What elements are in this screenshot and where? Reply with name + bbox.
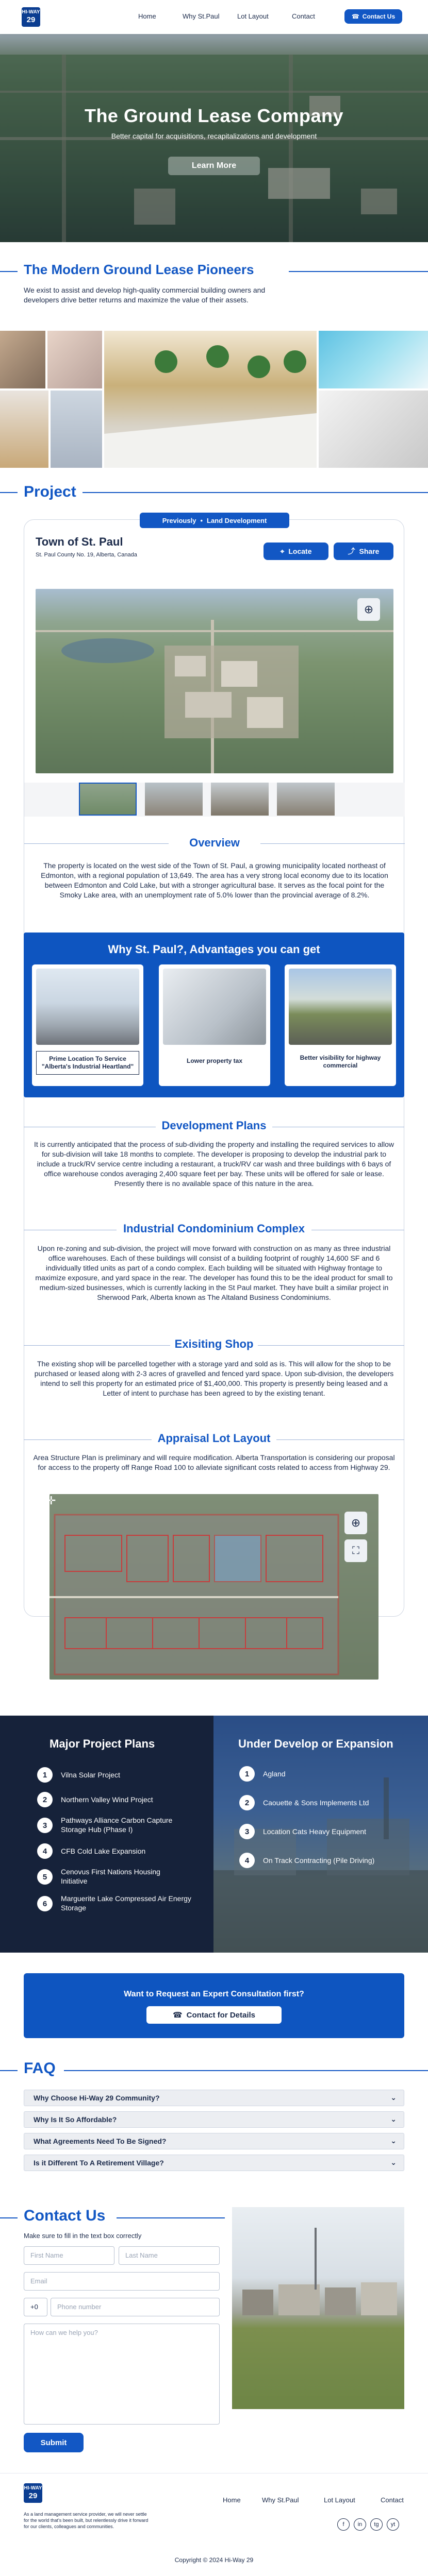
footer-logo-line1: HI-WAY xyxy=(24,2485,42,2491)
zoom-in-icon[interactable]: ⊕ xyxy=(357,598,380,621)
major-num-5: 5 xyxy=(37,1869,53,1885)
footer-nav-why[interactable]: Why St.Paul xyxy=(262,2496,299,2504)
instagram-icon[interactable]: in xyxy=(354,2518,366,2531)
fullscreen-icon[interactable]: ⛶ xyxy=(344,1539,367,1562)
shop-title: Exisiting Shop xyxy=(174,1337,254,1350)
footer-nav-contact[interactable]: Contact xyxy=(381,2496,404,2504)
nav-lot-layout[interactable]: Lot Layout xyxy=(237,12,269,20)
chevron-down-icon: ⌄ xyxy=(390,2093,397,2102)
share-label: Share xyxy=(359,547,380,555)
gallery-image-pool xyxy=(319,331,428,388)
faq-question-2: Why Is It So Affordable? xyxy=(34,2115,117,2124)
chevron-down-icon: ⌄ xyxy=(390,2115,397,2123)
cta-text: Want to Request an Expert Consultation first? xyxy=(124,1990,304,1998)
footer-about: As a land management service provider, we will never settle for the world that's been built, but relentlessly drive it forward for our clients, colleagues and communities. xyxy=(24,2512,149,2529)
major-num-6: 6 xyxy=(37,1896,53,1911)
copyright: Copyright © 2024 Hi-Way 29 xyxy=(174,2556,254,2564)
overview-rule-right xyxy=(260,843,405,844)
nav-contact[interactable]: Contact xyxy=(292,12,315,20)
intro-rule-left xyxy=(0,271,18,272)
major-item-6: Marguerite Lake Compressed Air Energy Storage xyxy=(61,1894,191,1912)
develop-title: Under Develop or Expansion xyxy=(238,1737,393,1750)
faq-question-1: Why Choose Hi-Way 29 Community? xyxy=(34,2094,160,2102)
share-icon: ⤴ xyxy=(348,547,355,555)
locate-button[interactable] xyxy=(264,543,328,560)
layout-zoom-in-icon[interactable]: ⊕ xyxy=(344,1512,367,1534)
phone-icon: ☎ xyxy=(172,2011,183,2020)
gallery-image-architecture xyxy=(319,391,428,468)
project-rule-right xyxy=(83,492,428,493)
faq-item-3[interactable] xyxy=(24,2133,404,2149)
nav-home[interactable]: Home xyxy=(138,12,156,20)
why-card-caption-2: Lower property tax xyxy=(186,1057,243,1064)
gallery-image-face xyxy=(47,331,102,388)
dev-num-1: 1 xyxy=(239,1766,255,1782)
major-num-1: 1 xyxy=(37,1767,53,1783)
footer-logo[interactable] xyxy=(24,2483,42,2503)
telegram-icon[interactable]: tg xyxy=(370,2518,383,2531)
contact-title: Contact Us xyxy=(24,2207,106,2224)
consultation-cta xyxy=(24,1973,404,2038)
overview-text: The property is located on the west side of the Town of St. Paul, a growing municipality located northeast of Edmonton, with a regional population of 13,649. The area has a very strong local economy due to its location between Edmonton and Cold Lake, but with a stronger agricultural base. It serves as the focal point for the Smoky Lake area, with an unemployment rate of 5.0% lower than the provincial average of 8.2%. xyxy=(41,861,388,899)
dev-item-2: Caouette & Sons Implements Ltd xyxy=(263,1799,369,1807)
contact-rule-left xyxy=(0,2217,18,2218)
major-item-5: Cenovus First Nations Housing Initiative xyxy=(61,1868,160,1885)
why-title: Why St. Paul?, Advantages you can get xyxy=(108,943,320,956)
project-rule-left xyxy=(0,492,18,493)
major-num-3: 3 xyxy=(37,1818,53,1833)
project-title: Project xyxy=(24,483,76,500)
project-name: Town of St. Paul xyxy=(36,535,123,548)
intro-title: The Modern Ground Lease Pioneers xyxy=(24,262,254,277)
dev-item-3: Location Cats Heavy Equipment xyxy=(263,1827,366,1836)
gallery-image-sky xyxy=(51,391,102,468)
hero-title: The Ground Lease Company xyxy=(84,105,344,126)
contact-subtitle: Make sure to fill in the text box correctly xyxy=(24,2232,142,2240)
chevron-down-icon: ⌄ xyxy=(390,2158,397,2166)
contact-details-button[interactable] xyxy=(146,2006,282,2024)
why-card-location xyxy=(32,964,143,1086)
major-item-1: Vilna Solar Project xyxy=(61,1771,120,1779)
nav-why-st-paul[interactable]: Why St.Paul xyxy=(183,12,220,20)
develop-expansion-panel xyxy=(213,1716,428,1953)
dev-num-3: 3 xyxy=(239,1824,255,1839)
learn-more-button[interactable]: Learn More xyxy=(168,157,260,175)
shop-rule-right xyxy=(258,1345,404,1346)
faq-item-1[interactable] xyxy=(24,2090,404,2106)
why-st-paul-section xyxy=(24,933,404,1097)
site-header xyxy=(0,0,428,34)
warehouse-image xyxy=(36,969,139,1045)
project-location: St. Paul County No. 19, Alberta, Canada xyxy=(36,552,137,558)
plans-section xyxy=(0,1716,428,1953)
footer-logo-line2: 29 xyxy=(28,2492,38,2500)
faq-item-4[interactable] xyxy=(24,2155,404,2171)
lot-layout-plan xyxy=(50,1494,378,1680)
faq-question-3: What Agreements Need To Be Signed? xyxy=(34,2137,167,2145)
faq-rule-right xyxy=(64,2070,428,2071)
overview-title: Overview xyxy=(189,836,240,849)
submit-button[interactable]: Submit xyxy=(24,2433,84,2452)
header-contact-button[interactable] xyxy=(344,9,402,24)
contact-details-label: Contact for Details xyxy=(186,2010,256,2020)
major-num-4: 4 xyxy=(37,1843,53,1859)
thumbnail-2[interactable] xyxy=(145,783,203,816)
dev-text: It is currently anticipated that the process of sub-dividing the property and installing the required services to allow for sub-division will take 18 months to complete. The developer is proposing to develop the industrial park to include a truck/RV service centre including a restaurant, a truck/RV car wash and three buildings with 6 bays of office warehouse condos averaging 2,400 square feet per bay. These units will be offered for sale or lease. Presently there is no available space of this nature in the area. xyxy=(34,1140,394,1188)
contact-photo xyxy=(232,2207,404,2409)
youtube-icon[interactable]: yt xyxy=(387,2518,399,2531)
footer-nav-home[interactable]: Home xyxy=(223,2496,241,2504)
email-input[interactable]: Email xyxy=(24,2272,220,2291)
major-num-2: 2 xyxy=(37,1792,53,1807)
ind-text: Upon re-zoning and sub-division, the project will move forward with construction on as many as three industrial office warehouses. Each of these buildings will consist of a building footprint of roughly 14,600 SF and 6 individually titled units as part of a condo complex. Each building will be situated with Highway frontage to maximize exposure, and yard space in the rear. The developer has found this to be the ideal product for small to medium-sized businesses, which is currently lacking in the St Paul market. They have built a similar project in Sherwood Park, Alberta known as The Altaland Business Condominiums. xyxy=(35,1244,393,1301)
lot-layout-image xyxy=(46,1494,378,1680)
dev-title: Development Plans xyxy=(161,1119,267,1132)
country-code-select[interactable]: +0 xyxy=(24,2298,47,2316)
chip-separator: • xyxy=(200,516,203,524)
thumbnail-strip xyxy=(24,783,405,817)
phone-icon: ☎ xyxy=(351,13,359,20)
message-textarea[interactable]: How can we help you? xyxy=(24,2324,220,2425)
share-button[interactable] xyxy=(334,543,393,560)
first-name-input[interactable]: First Name xyxy=(24,2246,114,2265)
intro-rule-right xyxy=(289,271,428,272)
dev-num-4: 4 xyxy=(239,1853,255,1868)
gallery xyxy=(0,331,428,486)
gallery-image-statue xyxy=(0,391,48,468)
intro-text: We exist to assist and develop high-quality commercial building owners and developers drive better returns and maximize the value of their assets. xyxy=(24,286,266,304)
why-card-caption-3: Better visibility for highway commercial xyxy=(300,1054,381,1069)
thumbnail-4[interactable] xyxy=(277,783,335,816)
major-title: Major Project Plans xyxy=(50,1737,155,1750)
phone-input[interactable]: Phone number xyxy=(51,2298,220,2316)
gallery-image-mural xyxy=(0,331,45,388)
map-pin-icon: ⌖ xyxy=(280,547,285,555)
hero-subtitle: Better capital for acquisitions, recapitalizations and development xyxy=(111,132,317,140)
chip-land-development[interactable]: Land Development xyxy=(207,516,267,524)
compass-icon: ✛ xyxy=(46,1494,56,1507)
shop-text: The existing shop will be parcelled together with a storage yard and sold as is. This will allow for the shop to be purchased or leased along with 2-3 acres of gravelled and fenced yard space. Upon sub-division, the developers intend to sell this property for an estimated price of $1,400,000. This property is presently being leased and a Letter of intent to purchase has been agreed to by the existing tenant. xyxy=(34,1360,394,1397)
dev-item-1: Agland xyxy=(263,1770,286,1778)
contact-rule-right xyxy=(117,2217,225,2218)
faq-title: FAQ xyxy=(24,2060,56,2077)
why-card-caption-1: Prime Location To Service "Alberta's Industrial Heartland" xyxy=(41,1055,134,1070)
layout-title: Appraisal Lot Layout xyxy=(157,1432,271,1445)
project-breadcrumb xyxy=(140,513,289,528)
major-plans-panel xyxy=(24,1716,215,1953)
last-name-input[interactable]: Last Name xyxy=(119,2246,220,2265)
facebook-icon[interactable]: f xyxy=(337,2518,350,2531)
locate-label: Locate xyxy=(288,547,312,555)
chip-previously[interactable]: Previously xyxy=(162,516,196,524)
why-card-visibility xyxy=(285,964,396,1086)
why-card-tax xyxy=(159,964,270,1086)
major-item-3: Pathways Alliance Carbon Capture Storage Hub (Phase I) xyxy=(61,1816,173,1834)
logo-line1: HI-WAY xyxy=(22,9,40,15)
ind-title: Industrial Condominium Complex xyxy=(123,1222,305,1235)
major-item-2: Northern Valley Wind Project xyxy=(61,1795,153,1804)
header-contact-label: Contact Us xyxy=(362,13,396,20)
gallery-image-palms xyxy=(104,331,317,468)
highway-image xyxy=(289,969,392,1045)
layout-rule-right xyxy=(276,1439,404,1440)
thumbnail-3[interactable] xyxy=(211,783,269,816)
faq-question-4: Is it Different To A Retirement Village? xyxy=(34,2159,164,2167)
faq-item-2[interactable] xyxy=(24,2111,404,2128)
faq-rule-left xyxy=(0,2070,18,2071)
logo-line2: 29 xyxy=(26,15,36,24)
hero-section xyxy=(0,34,428,242)
calculator-image xyxy=(163,969,266,1045)
major-item-4: CFB Cold Lake Expansion xyxy=(61,1847,146,1855)
footer-nav-lot-layout[interactable]: Lot Layout xyxy=(324,2496,355,2504)
site-logo[interactable] xyxy=(22,7,40,27)
dev-num-2: 2 xyxy=(239,1795,255,1810)
project-main-image xyxy=(36,589,393,773)
chevron-down-icon: ⌄ xyxy=(390,2137,397,2145)
thumbnail-1[interactable] xyxy=(79,783,137,816)
dev-item-4: On Track Contracting (Pile Driving) xyxy=(263,1856,375,1865)
layout-text: Area Structure Plan is preliminary and will require modification. Alberta Transportation is considering our proposal for access to the property off Range Road 100 to alleviate significant costs related to access from Highway 29. xyxy=(33,1453,395,1471)
